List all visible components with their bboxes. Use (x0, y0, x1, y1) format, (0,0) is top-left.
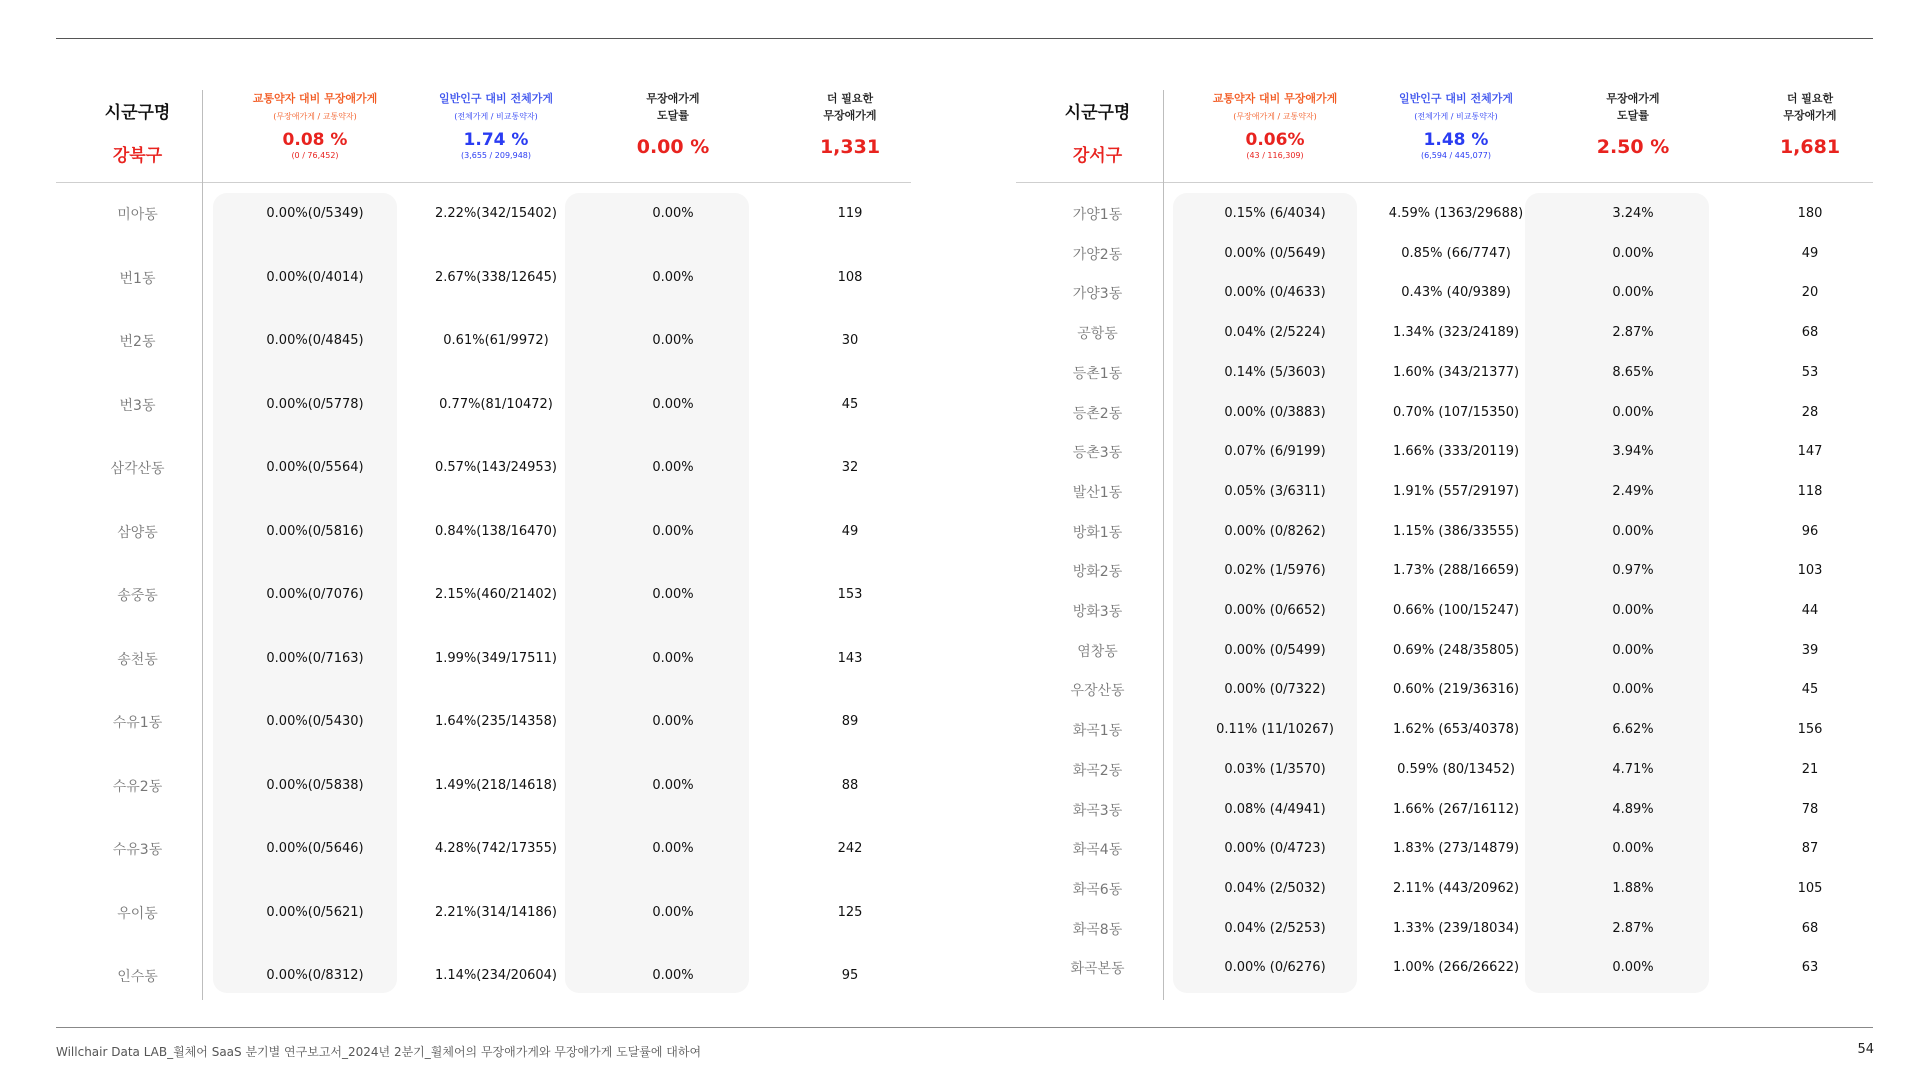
dong-name: 방화3동 (1072, 604, 1123, 620)
table-row (1016, 403, 1873, 443)
cell-store-ratio: 0.70% (107/15350) (1392, 404, 1520, 420)
cell-transit-ratio: 0.00%(0/8312) (266, 968, 364, 983)
cell-transit-ratio: 0.00% (0/5499) (1224, 642, 1326, 658)
dong-name: 삼양동 (117, 524, 158, 541)
table-row (1016, 879, 1873, 919)
table-row (1016, 919, 1873, 959)
table-row (1016, 482, 1873, 522)
cell-needed-stores: 89 (841, 714, 859, 729)
footer-text: Willchair Data LAB_휠체어 SaaS 분기별 연구보고서_2024년 2분기_휠체어의 무장애가게와 무장애가게 도달률에 대하여 (56, 1045, 702, 1059)
cell-needed-stores: 39 (1801, 642, 1819, 658)
cell-transit-ratio: 0.00% (0/5649) (1224, 245, 1326, 261)
header-col1 (211, 90, 419, 160)
cell-reach-rate: 0.00% (652, 206, 694, 221)
table-row (1016, 601, 1873, 641)
dong-name: 가양3동 (1072, 286, 1123, 303)
cell-reach-rate: 2.49% (1612, 483, 1654, 499)
cell-needed-stores: 242 (837, 841, 863, 856)
cell-transit-ratio: 0.00%(0/4845) (266, 333, 364, 348)
cell-needed-stores: 103 (1797, 563, 1823, 579)
sigungu-name: 강서구 (1072, 146, 1123, 166)
cell-needed-stores: 63 (1801, 960, 1819, 976)
cell-transit-ratio: 0.00%(0/5621) (266, 904, 364, 920)
cell-reach-rate: 0.00% (1612, 603, 1654, 618)
cell-needed-stores: 78 (1801, 801, 1819, 817)
cell-needed-stores: 147 (1797, 444, 1823, 460)
dong-name: 인수동 (117, 969, 158, 985)
col2-summary: 1.74 % (463, 130, 529, 150)
cell-needed-stores: 87 (1801, 841, 1819, 857)
cell-reach-rate: 0.00% (1612, 841, 1654, 857)
table-row (1016, 522, 1873, 562)
cell-reach-rate: 3.94% (1612, 444, 1654, 460)
cell-reach-rate: 2.87% (1612, 920, 1654, 936)
cell-transit-ratio: 0.00% (0/4723) (1224, 841, 1326, 857)
header-col4 (1710, 90, 1910, 158)
col3-title-1: 무장애가게 (1606, 92, 1660, 105)
dong-name: 염창동 (1077, 643, 1118, 660)
cell-store-ratio: 0.43% (40/9389) (1401, 285, 1511, 301)
table-row (56, 903, 911, 967)
cell-transit-ratio: 0.00%(0/7163) (266, 650, 364, 666)
sigungu-label: 시군구명 (104, 103, 171, 123)
col2-summary-detail: (6,594 / 445,077) (1420, 151, 1491, 160)
col1-summary: 0.08 % (282, 130, 348, 150)
cell-store-ratio: 2.11% (443/20962) (1392, 880, 1520, 896)
dong-name: 우장산동 (1070, 683, 1125, 700)
dong-name: 번3동 (119, 397, 156, 414)
cell-store-ratio: 1.73% (288/16659) (1392, 563, 1520, 579)
table-row (1016, 244, 1873, 284)
dong-name: 발산1동 (1072, 484, 1123, 501)
dong-name: 등촌3동 (1072, 445, 1123, 462)
cell-reach-rate: 0.00% (1612, 285, 1654, 301)
col4-summary: 1,681 (1779, 136, 1841, 158)
cell-reach-rate: 0.97% (1612, 563, 1654, 579)
cell-needed-stores: 119 (837, 206, 863, 221)
table-row (56, 268, 911, 332)
col1-summary-detail: (0 / 76,452) (291, 151, 339, 160)
dong-name: 수유1동 (112, 715, 163, 731)
header-col3 (1533, 90, 1733, 158)
dong-name: 우이동 (117, 905, 158, 922)
cell-reach-rate: 3.24% (1612, 206, 1654, 221)
cell-store-ratio: 1.00% (266/26622) (1392, 960, 1520, 976)
dong-name: 수유3동 (112, 842, 163, 858)
cell-transit-ratio: 0.04% (2/5253) (1224, 920, 1326, 936)
cell-reach-rate: 4.89% (1612, 801, 1654, 817)
cell-needed-stores: 88 (841, 777, 859, 793)
cell-reach-rate: 0.00% (652, 968, 694, 983)
cell-reach-rate: 8.65% (1612, 364, 1654, 380)
bottom-rule (56, 1027, 1873, 1028)
cell-store-ratio: 1.66% (333/20119) (1392, 444, 1520, 460)
cell-reach-rate: 0.00% (652, 587, 694, 602)
cell-reach-rate: 0.00% (1612, 682, 1654, 698)
cell-needed-stores: 49 (1801, 245, 1819, 261)
col2-summary-detail: (3,655 / 209,948) (460, 151, 531, 160)
header-sigungu (1016, 90, 1179, 166)
dong-name: 가양1동 (1072, 207, 1123, 223)
col3-summary: 0.00 % (636, 136, 710, 158)
cell-needed-stores: 96 (1801, 523, 1819, 539)
table-body (1016, 183, 1873, 996)
cell-reach-rate: 2.87% (1612, 325, 1654, 341)
cell-needed-stores: 30 (841, 333, 859, 348)
cell-reach-rate: 0.00% (652, 523, 694, 539)
dong-name: 송천동 (117, 651, 158, 668)
cell-store-ratio: 0.57%(143/24953) (435, 460, 557, 475)
col1-subtitle: (무장애가게 / 교통약자) (1233, 112, 1317, 121)
col2-title: 일반인구 대비 전체가게 (439, 92, 553, 105)
cell-store-ratio: 1.99%(349/17511) (435, 650, 557, 666)
cell-transit-ratio: 0.07% (6/9199) (1224, 444, 1326, 460)
cell-needed-stores: 44 (1801, 603, 1819, 618)
table-row (1016, 442, 1873, 482)
cell-needed-stores: 21 (1801, 761, 1819, 777)
cell-reach-rate: 0.00% (652, 460, 694, 475)
cell-transit-ratio: 0.05% (3/6311) (1224, 483, 1326, 499)
cell-store-ratio: 1.60% (343/21377) (1392, 364, 1520, 380)
dong-name: 방화2동 (1072, 564, 1123, 581)
cell-store-ratio: 1.66% (267/16112) (1392, 801, 1520, 817)
dong-name: 번2동 (119, 334, 156, 350)
cell-transit-ratio: 0.00% (0/6276) (1224, 960, 1326, 976)
cell-transit-ratio: 0.00% (0/7322) (1224, 682, 1326, 698)
cell-transit-ratio: 0.00%(0/5349) (266, 206, 364, 221)
cell-needed-stores: 153 (837, 587, 863, 602)
cell-store-ratio: 2.67%(338/12645) (435, 269, 557, 285)
cell-transit-ratio: 0.00%(0/5816) (266, 523, 364, 539)
left-divider (202, 90, 203, 1000)
cell-store-ratio: 1.91% (557/29197) (1392, 483, 1520, 499)
table-row (56, 776, 911, 840)
col2-title: 일반인구 대비 전체가게 (1399, 92, 1513, 105)
cell-needed-stores: 28 (1801, 404, 1819, 420)
col1-title: 교통약자 대비 무장애가게 (1212, 92, 1338, 105)
cell-store-ratio: 0.61%(61/9972) (443, 333, 549, 348)
cell-transit-ratio: 0.00%(0/7076) (266, 587, 364, 602)
panel-header (56, 90, 911, 183)
table-row (56, 522, 911, 586)
header-col2 (396, 90, 596, 160)
table-row (1016, 720, 1873, 760)
col1-subtitle: (무장애가게 / 교통약자) (273, 112, 357, 121)
cell-reach-rate: 0.00% (652, 841, 694, 856)
dong-name: 등촌2동 (1072, 405, 1123, 422)
cell-reach-rate: 0.00% (652, 714, 694, 729)
cell-store-ratio: 1.49%(218/14618) (435, 777, 557, 793)
col2-subtitle: (전체가게 / 비교통약자) (1414, 112, 1498, 121)
cell-transit-ratio: 0.11% (11/10267) (1216, 722, 1334, 738)
cell-reach-rate: 0.00% (1612, 523, 1654, 539)
cell-transit-ratio: 0.00%(0/5778) (266, 396, 364, 412)
cell-reach-rate: 0.00% (1612, 960, 1654, 976)
cell-transit-ratio: 0.00% (0/6652) (1224, 603, 1326, 618)
cell-store-ratio: 4.28%(742/17355) (435, 841, 557, 856)
col2-subtitle: (전체가게 / 비교통약자) (454, 112, 538, 121)
cell-transit-ratio: 0.00% (0/3883) (1224, 404, 1326, 420)
col3-title-2: 도달률 (657, 109, 689, 122)
cell-needed-stores: 45 (1801, 682, 1819, 698)
table-row (56, 585, 911, 649)
table-row (56, 966, 911, 1030)
panel-gangseo (1016, 90, 1873, 996)
panel-header (1016, 90, 1873, 183)
col4-title-2: 무장애가게 (1783, 109, 1837, 122)
cell-reach-rate: 4.71% (1612, 761, 1654, 777)
cell-store-ratio: 2.22%(342/15402) (435, 206, 557, 221)
table-row (1016, 641, 1873, 681)
dong-name: 삼각산동 (110, 461, 165, 477)
cell-store-ratio: 0.66% (100/15247) (1392, 603, 1520, 618)
cell-transit-ratio: 0.00%(0/5564) (266, 460, 364, 475)
table-row (1016, 363, 1873, 403)
cell-needed-stores: 20 (1801, 285, 1819, 301)
cell-store-ratio: 1.64%(235/14358) (435, 714, 557, 729)
cell-store-ratio: 0.60% (219/36316) (1392, 682, 1520, 698)
table-row (1016, 561, 1873, 601)
cell-reach-rate: 0.00% (652, 904, 694, 920)
cell-needed-stores: 53 (1801, 364, 1819, 380)
cell-store-ratio: 0.85% (66/7747) (1401, 245, 1511, 261)
col3-summary: 2.50 % (1596, 136, 1670, 158)
cell-needed-stores: 125 (837, 904, 863, 920)
table-body (56, 183, 911, 996)
col3-title-2: 도달률 (1617, 109, 1649, 122)
dong-name: 방화1동 (1072, 524, 1123, 541)
cell-transit-ratio: 0.14% (5/3603) (1224, 364, 1326, 380)
cell-reach-rate: 0.00% (652, 269, 694, 285)
cell-needed-stores: 95 (841, 968, 859, 983)
table-row (56, 712, 911, 776)
dong-name: 화곡본동 (1070, 961, 1125, 978)
cell-store-ratio: 0.69% (248/35805) (1392, 642, 1520, 658)
dong-name: 미아동 (117, 207, 158, 223)
cell-store-ratio: 4.59% (1363/29688) (1388, 206, 1524, 221)
cell-reach-rate: 6.62% (1612, 722, 1654, 738)
page-number: 54 (1857, 1042, 1874, 1057)
table-row (1016, 958, 1873, 998)
cell-needed-stores: 143 (837, 650, 863, 666)
panel-gangbuk (56, 90, 911, 996)
cell-needed-stores: 68 (1801, 920, 1819, 936)
dong-name: 화곡8동 (1072, 921, 1123, 938)
cell-store-ratio: 1.15% (386/33555) (1392, 523, 1520, 539)
col1-summary-detail: (43 / 116,309) (1246, 151, 1304, 160)
cell-store-ratio: 0.84%(138/16470) (435, 523, 557, 539)
table-row (1016, 839, 1873, 879)
cell-transit-ratio: 0.04% (2/5224) (1224, 325, 1326, 341)
table-row (56, 204, 911, 268)
cell-needed-stores: 180 (1797, 206, 1823, 221)
table-row (56, 395, 911, 459)
cell-needed-stores: 45 (841, 396, 859, 412)
cell-needed-stores: 156 (1797, 722, 1823, 738)
top-rule (56, 38, 1873, 39)
header-col3 (573, 90, 773, 158)
col4-summary: 1,331 (819, 136, 881, 158)
cell-transit-ratio: 0.00%(0/5646) (266, 841, 364, 856)
col1-title: 교통약자 대비 무장애가게 (252, 92, 378, 105)
cell-reach-rate: 0.00% (1612, 642, 1654, 658)
cell-needed-stores: 118 (1797, 483, 1823, 499)
dong-name: 가양2동 (1072, 246, 1123, 263)
cell-transit-ratio: 0.08% (4/4941) (1224, 801, 1326, 817)
header-col1 (1171, 90, 1379, 160)
cell-reach-rate: 0.00% (652, 333, 694, 348)
cell-reach-rate: 0.00% (1612, 245, 1654, 261)
cell-store-ratio: 1.83% (273/14879) (1392, 841, 1520, 857)
table-row (1016, 680, 1873, 720)
cell-reach-rate: 0.00% (652, 650, 694, 666)
dong-name: 등촌1동 (1072, 365, 1123, 382)
table-row (1016, 323, 1873, 363)
col4-title-2: 무장애가게 (823, 109, 877, 122)
cell-reach-rate: 1.88% (1612, 880, 1654, 896)
cell-store-ratio: 1.14%(234/20604) (435, 968, 557, 983)
cell-transit-ratio: 0.15% (6/4034) (1224, 206, 1326, 221)
cell-reach-rate: 0.00% (1612, 404, 1654, 420)
header-col4 (750, 90, 950, 158)
table-row (56, 839, 911, 903)
table-row (1016, 204, 1873, 244)
cell-store-ratio: 0.59% (80/13452) (1397, 761, 1515, 777)
col3-title-1: 무장애가게 (646, 92, 700, 105)
right-divider (1163, 90, 1164, 1000)
col4-title-1: 더 필요한 (826, 92, 874, 105)
cell-transit-ratio: 0.00% (0/8262) (1224, 523, 1326, 539)
header-sigungu (56, 90, 219, 166)
cell-needed-stores: 68 (1801, 325, 1819, 341)
dong-name: 번1동 (119, 270, 156, 287)
dong-name: 수유2동 (112, 778, 163, 795)
cell-transit-ratio: 0.03% (1/3570) (1224, 761, 1326, 777)
dong-name: 화곡3동 (1072, 802, 1123, 819)
cell-store-ratio: 0.77%(81/10472) (439, 396, 553, 412)
cell-transit-ratio: 0.02% (1/5976) (1224, 563, 1326, 579)
table-row (1016, 283, 1873, 323)
cell-store-ratio: 2.21%(314/14186) (435, 904, 557, 920)
dong-name: 송중동 (117, 588, 158, 604)
cell-transit-ratio: 0.00%(0/4014) (266, 269, 364, 285)
col2-summary: 1.48 % (1423, 130, 1489, 150)
cell-store-ratio: 1.33% (239/18034) (1392, 920, 1520, 936)
table-row (1016, 800, 1873, 840)
col4-title-1: 더 필요한 (1786, 92, 1834, 105)
sigungu-name: 강북구 (112, 146, 163, 166)
dong-name: 화곡1동 (1072, 723, 1123, 740)
cell-needed-stores: 105 (1797, 880, 1823, 896)
table-row (56, 458, 911, 522)
header-col2 (1356, 90, 1556, 160)
cell-needed-stores: 32 (841, 460, 859, 475)
cell-transit-ratio: 0.00%(0/5838) (266, 777, 364, 793)
cell-store-ratio: 1.62% (653/40378) (1392, 722, 1520, 738)
table-row (56, 649, 911, 713)
dong-name: 공항동 (1077, 326, 1118, 343)
cell-store-ratio: 2.15%(460/21402) (435, 587, 557, 602)
cell-transit-ratio: 0.00% (0/4633) (1224, 285, 1326, 301)
cell-needed-stores: 49 (841, 523, 859, 539)
table-row (56, 331, 911, 395)
cell-needed-stores: 108 (837, 269, 863, 285)
dong-name: 화곡4동 (1072, 842, 1123, 859)
cell-reach-rate: 0.00% (652, 777, 694, 793)
dong-name: 화곡6동 (1072, 881, 1123, 898)
sigungu-label: 시군구명 (1064, 103, 1131, 123)
table-row (1016, 760, 1873, 800)
col1-summary: 0.06% (1245, 130, 1305, 150)
cell-reach-rate: 0.00% (652, 396, 694, 412)
cell-transit-ratio: 0.04% (2/5032) (1224, 880, 1326, 896)
dong-name: 화곡2동 (1072, 762, 1123, 779)
cell-transit-ratio: 0.00%(0/5430) (266, 714, 364, 729)
cell-store-ratio: 1.34% (323/24189) (1392, 325, 1520, 341)
